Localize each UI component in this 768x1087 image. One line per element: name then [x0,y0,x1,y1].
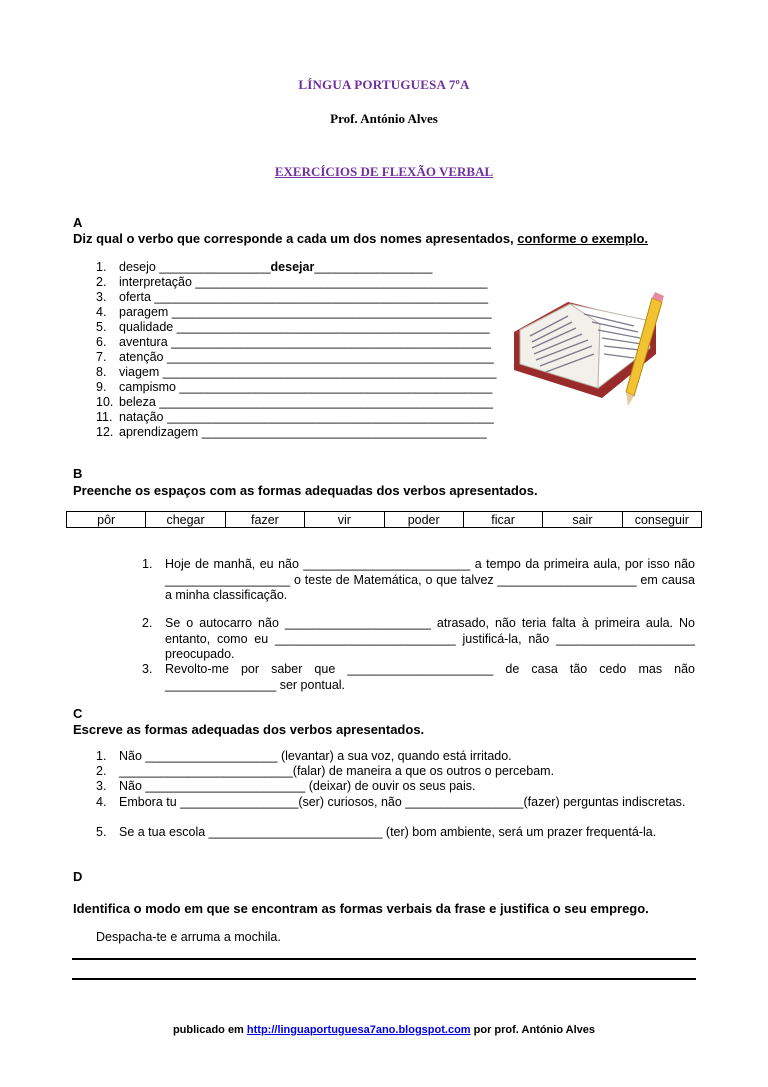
item-number: 11. [96,410,113,424]
list-item [96,365,496,380]
verb-cell: ficar [463,512,542,528]
item-text: interpretação __________________________________________ [119,275,488,289]
list-item [96,320,496,335]
section-a-instruction [73,231,648,246]
item-text: qualidade _____________________________________________ [119,320,490,334]
list-item: Se o autocarro não _____________________ atrasado, não teria falta à primeira aula. No entanto, como eu __________________________ justificá-la, não ____________________ preocupado. [165,616,695,661]
item-text: beleza ________________________________________________ [119,395,493,409]
verb-cell: chegar [146,512,225,528]
section-b-instruction: Preenche os espaços com as formas adequadas dos verbos apresentados. [73,483,538,498]
item-text: aventura ______________________________________________ [119,335,491,349]
section-a-list [96,260,496,440]
list-item: Se a tua escola _________________________ (ter) bom ambiente, será um prazer frequentá-la. [119,825,657,839]
verb-cell: fazer [225,512,304,528]
item-text: viagem ________________________________________________ [119,365,497,379]
page-subtitle [0,164,768,180]
list-item [96,335,496,350]
list-item [96,305,496,320]
footer [0,1024,768,1036]
verb-cell: pôr [67,512,146,528]
subtitle-text: EXERCÍCIOS DE FLEXÃO VERBAL [274,164,494,179]
section-c-instruction: Escreve as formas adequadas dos verbos apresentados. [73,722,425,737]
item-text: desejo ________________ [119,260,271,274]
item-text: oferta ________________________________________________ [119,290,489,304]
item-number: 4. [96,795,107,809]
item-number: 9. [96,380,107,394]
item-number: 3. [142,662,153,676]
section-d-instruction: Identifica o modo em que se encontram as formas verbais da frase e justifica o seu emprego. [73,901,649,916]
item-answer: desejar [270,260,315,274]
list-item [96,275,496,290]
section-a-instruction-text: Diz qual o verbo que corresponde a cada um dos nomes apresentados, [73,231,518,246]
list-item [96,410,496,425]
section-b-letter: B [73,466,83,481]
item-number: 3. [96,290,107,304]
section-a-letter: A [73,215,83,230]
item-text: campismo _____________________________________________ [119,380,493,394]
item-number: 8. [96,365,107,379]
item-number: 5. [96,825,107,839]
item-number: 1. [96,749,107,763]
item-number: 7. [96,350,107,364]
item-text: aprendizagem _________________________________________ [119,425,487,439]
blog-link[interactable]: http://linguaportuguesa7ano.blogspot.com [246,1024,471,1036]
item-number: 1. [142,557,153,571]
table-row [67,512,702,528]
list-item [96,380,496,395]
item-text: paragem ______________________________________________ [119,305,492,319]
item-number: 3. [96,779,107,793]
item-number: 2. [96,764,107,778]
item-number: 2. [96,275,107,289]
item-number: 12. [96,425,114,439]
section-a-instruction-underlined: conforme o exemplo. [517,231,649,246]
verb-cell: vir [305,512,384,528]
verb-cell: conseguir [622,512,701,528]
item-number: 6. [96,335,107,349]
list-item: Não ___________________ (levantar) a sua voz, quando está irritado. [119,749,512,763]
page-title: LÍNGUA PORTUGUESA 7ºA [298,77,470,92]
item-number: 2. [142,616,153,630]
section-d-letter: D [73,869,83,884]
list-item: _________________________(falar) de maneira a que os outros o percebam. [119,764,555,778]
teacher-name: Prof. António Alves [330,111,438,126]
list-item [96,290,496,305]
item-number: 10. [96,395,114,409]
item-number: 5. [96,320,107,334]
list-item [96,350,496,365]
verb-table [66,511,702,528]
exercise-sentence: Despacha-te e arruma a mochila. [96,930,281,944]
list-item: Hoje de manhã, eu não ________________________ a tempo da primeira aula, por isso não __________________ o teste de Matemática, o que talvez ____________________ em causa a minha classificação. [165,557,695,602]
verb-cell: poder [384,512,463,528]
item-number: 1. [96,260,107,274]
list-item [96,260,496,275]
list-item: Revolto-me por saber que _____________________ de casa tão cedo mas não ________________ ser pontual. [165,662,695,692]
footer-suffix: por prof. António Alves [470,1024,596,1036]
item-number: 4. [96,305,107,319]
item-text: natação _______________________________________________ [119,410,494,424]
verb-cell: sair [543,512,622,528]
item-tail: _________________ [314,260,433,274]
list-item [96,425,496,440]
list-item [96,395,496,410]
answer-line [72,958,696,960]
section-c-letter: C [73,706,83,721]
open-book-pencil-icon [506,284,674,408]
footer-prefix: publicado em [172,1024,247,1036]
item-text: atenção _______________________________________________ [119,350,494,364]
list-item: Não _______________________ (deixar) de ouvir os seus pais. [119,779,476,793]
answer-line [72,978,696,980]
list-item: Embora tu _________________(ser) curiosos, não _________________(fazer) perguntas indiscretas. [119,795,686,809]
